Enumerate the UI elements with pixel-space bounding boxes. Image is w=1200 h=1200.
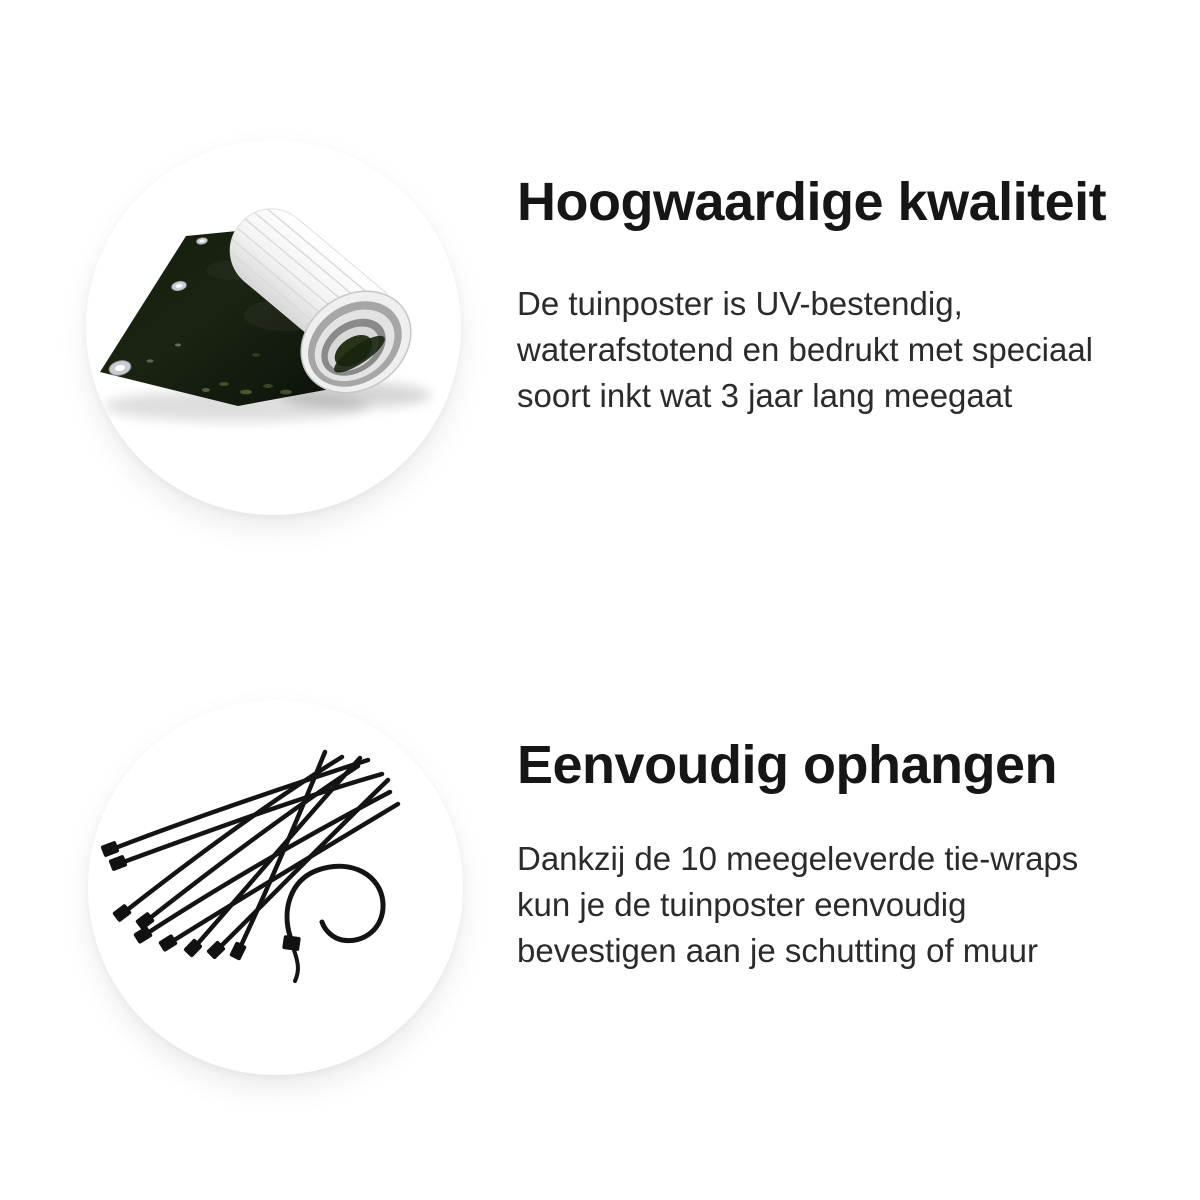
feature-hanging-copy <box>517 734 1200 969</box>
rolled-tuinposter-illustration <box>86 140 461 515</box>
feature-body-line: bevestigen aan je schutting of muur <box>517 932 1038 969</box>
feature-body-line: soort inkt wat 3 jaar lang meegaat <box>517 377 1013 414</box>
feature-quality-image-circle <box>86 140 461 515</box>
feature-hanging-heading: Eenvoudig ophangen <box>517 735 1057 795</box>
feature-body-line: kun je de tuinposter eenvoudig <box>517 886 967 923</box>
feature-hanging-image-circle <box>88 700 463 1075</box>
feature-hanging-body <box>517 836 1078 974</box>
feature-body-line: Dankzij de 10 meegeleverde tie-wraps <box>517 840 1079 877</box>
feature-quality-copy <box>517 171 1200 414</box>
feature-quality-body <box>517 281 1093 419</box>
feature-body-line: waterafstotend en bedrukt met speciaal <box>517 331 1094 368</box>
tie-wraps-illustration <box>88 700 463 1075</box>
feature-quality-heading: Hoogwaardige kwaliteit <box>517 172 1107 232</box>
feature-body-line: De tuinposter is UV-bestendig, <box>517 285 963 322</box>
